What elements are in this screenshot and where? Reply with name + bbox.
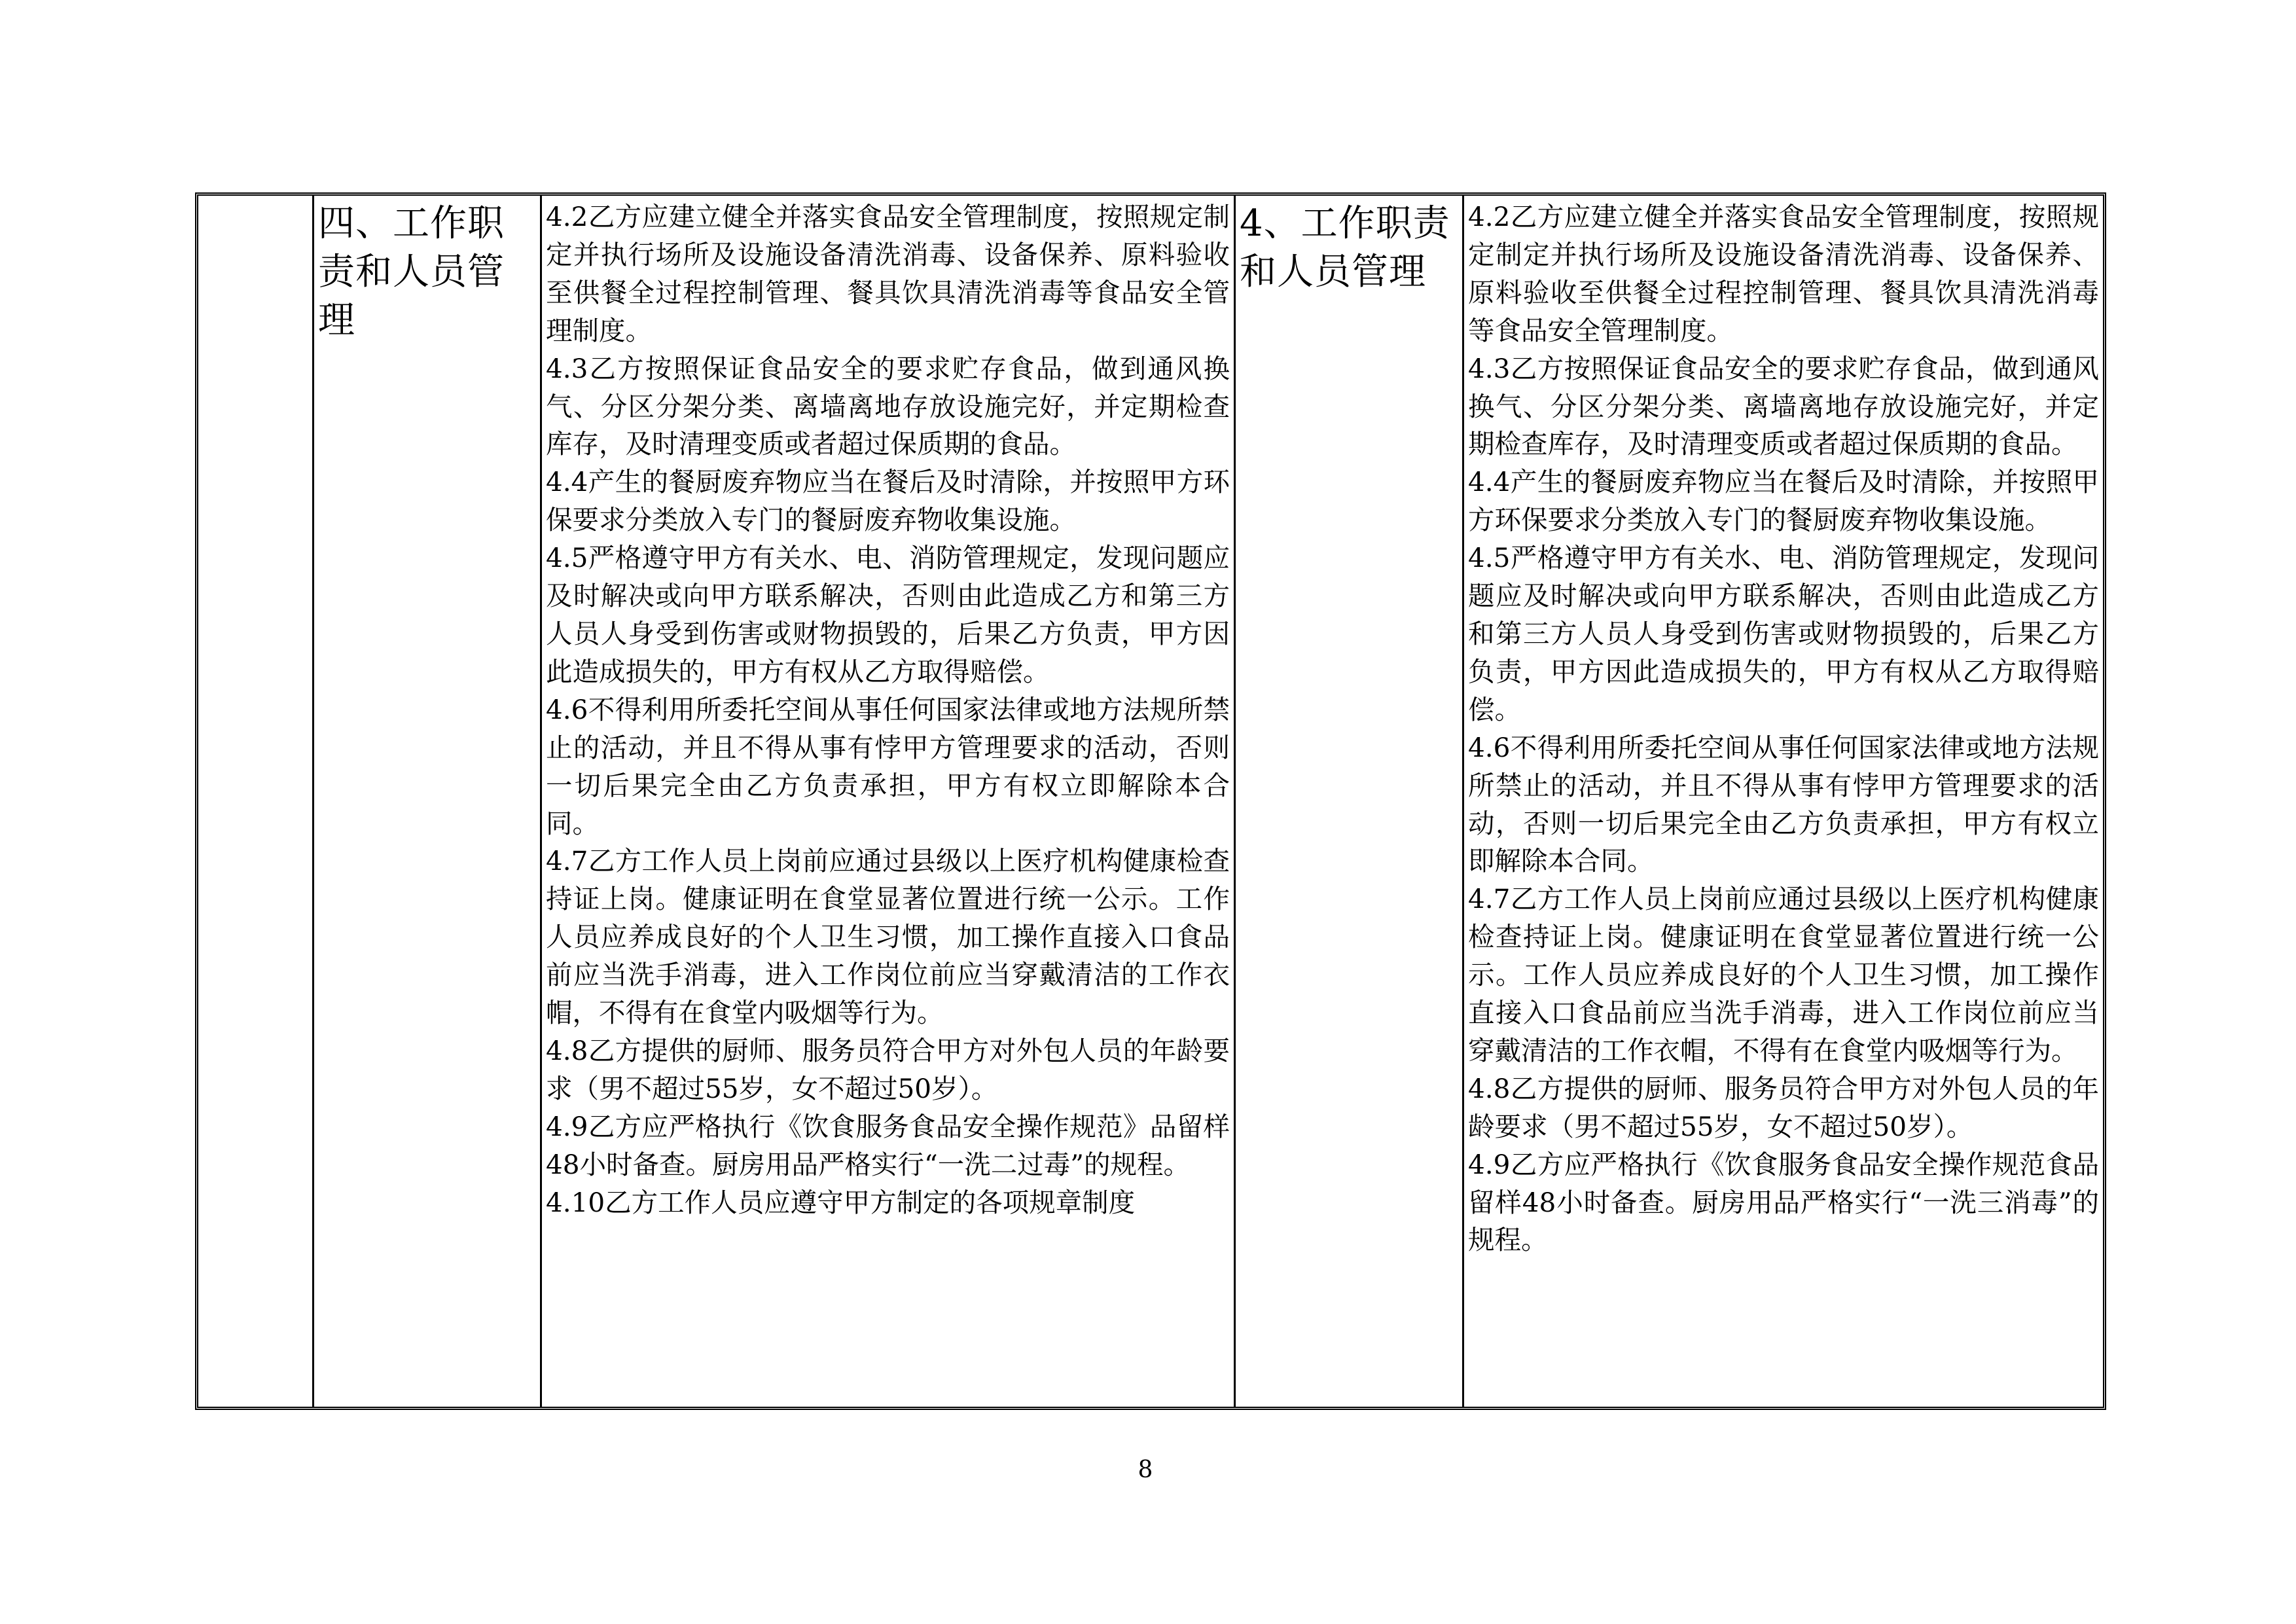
empty-index-cell <box>198 196 312 1407</box>
original-clause-4-9: 4.9乙方应严格执行《饮食服务食品安全操作规范》品留样48小时备查。厨房用品严格实行“一洗二过毒”的规程。 <box>546 1110 1230 1180</box>
original-clauses-cell <box>542 196 1234 1407</box>
original-clause-4-2: 4.2乙方应建立健全并落实食品安全管理制度，按照规定制定并执行场所及设施设备清洗消毒、设备保养、原料验收至供餐全过程控制管理、餐具饮具清洗消毒等食品安全管理制度。 <box>546 201 1230 346</box>
original-clause-4-7: 4.7乙方工作人员上岗前应通过县级以上医疗机构健康检查持证上岗。健康证明在食堂显著位置进行统一公示。工作人员应养成良好的个人卫生习惯，加工操作直接入口食品前应当洗手消毒，进入工作岗位前应当穿戴清洁的工作衣帽，不得有在食堂内吸烟等行为。 <box>546 845 1230 1029</box>
revised-clause-4-3: 4.3乙方按照保证食品安全的要求贮存食品，做到通风换气、分区分架分类、离墙离地存放设施完好，并定期检查库存，及时清理变质或者超过保质期的食品。 <box>1468 352 2099 460</box>
revised-clause-4-9: 4.9乙方应严格执行《饮食服务食品安全操作规范食品留样48小时备查。厨房用品严格实行“一洗三消毒”的规程。 <box>1468 1148 2099 1256</box>
revised-section-title <box>1236 196 1462 1407</box>
revised-clause-4-2: 4.2乙方应建立健全并落实食品安全管理制度，按照规定制定并执行场所及设施设备清洗消毒、设备保养、原料验收至供餐全过程控制管理、餐具饮具清洗消毒等食品安全管理制度。 <box>1468 201 2099 346</box>
original-section-title <box>314 196 540 1407</box>
revised-clauses-cell <box>1464 196 2103 1407</box>
contract-comparison-table <box>195 192 2106 1410</box>
original-clause-4-6: 4.6不得利用所委托空间从事任何国家法律或地方法规所禁止的活动，并且不得从事有悖甲方管理要求的活动，否则一切后果完全由乙方负责承担，甲方有权立即解除本合同。 <box>546 693 1230 839</box>
original-clause-4-3: 4.3乙方按照保证食品安全的要求贮存食品，做到通风换气、分区分架分类、离墙离地存放设施完好，并定期检查库存，及时清理变质或者超过保质期的食品。 <box>546 352 1230 460</box>
revised-clause-4-8: 4.8乙方提供的厨师、服务员符合甲方对外包人员的年龄要求（男不超过55岁，女不超过50岁）。 <box>1468 1072 2099 1142</box>
original-section-title-text: 四、工作职责和人员管理 <box>318 202 505 342</box>
page-number: 8 <box>1138 1456 1153 1483</box>
revised-clause-4-7: 4.7乙方工作人员上岗前应通过县级以上医疗机构健康检查持证上岗。健康证明在食堂显著位置进行统一公示。工作人员应养成良好的个人卫生习惯，加工操作直接入口食品前应当洗手消毒，进入工作岗位前应当穿戴清洁的工作衣帽，不得有在食堂内吸烟等行为。 <box>1468 883 2099 1066</box>
revised-clause-4-4: 4.4产生的餐厨废弃物应当在餐后及时清除，并按照甲方环保要求分类放入专门的餐厨废弃物收集设施。 <box>1468 466 2099 536</box>
original-clause-4-10: 4.10乙方工作人员应遵守甲方制定的各项规章制度 <box>546 1186 1136 1218</box>
original-clause-4-4: 4.4产生的餐厨废弃物应当在餐后及时清除，并按照甲方环保要求分类放入专门的餐厨废弃物收集设施。 <box>546 466 1230 536</box>
revised-clause-4-5: 4.5严格遵守甲方有关水、电、消防管理规定，发现问题应及时解决或向甲方联系解决，否则由此造成乙方和第三方人员人身受到伤害或财物损毁的，后果乙方负责，甲方因此造成损失的，甲方有权从乙方取得赔偿。 <box>1468 542 2099 725</box>
original-clause-4-5: 4.5严格遵守甲方有关水、电、消防管理规定，发现问题应及时解决或向甲方联系解决，否则由此造成乙方和第三方人员人身受到伤害或财物损毁的，后果乙方负责，甲方因此造成损失的，甲方有权从乙方取得赔偿。 <box>546 542 1230 687</box>
original-clause-4-8: 4.8乙方提供的厨师、服务员符合甲方对外包人员的年龄要求（男不超过55岁，女不超过50岁）。 <box>546 1034 1230 1104</box>
revised-clause-4-6: 4.6不得利用所委托空间从事任何国家法律或地方法规所禁止的活动，并且不得从事有悖甲方管理要求的活动，否则一切后果完全由乙方负责承担，甲方有权立即解除本合同。 <box>1468 731 2099 877</box>
revised-section-title-text: 4、工作职责和人员管理 <box>1240 202 1450 293</box>
